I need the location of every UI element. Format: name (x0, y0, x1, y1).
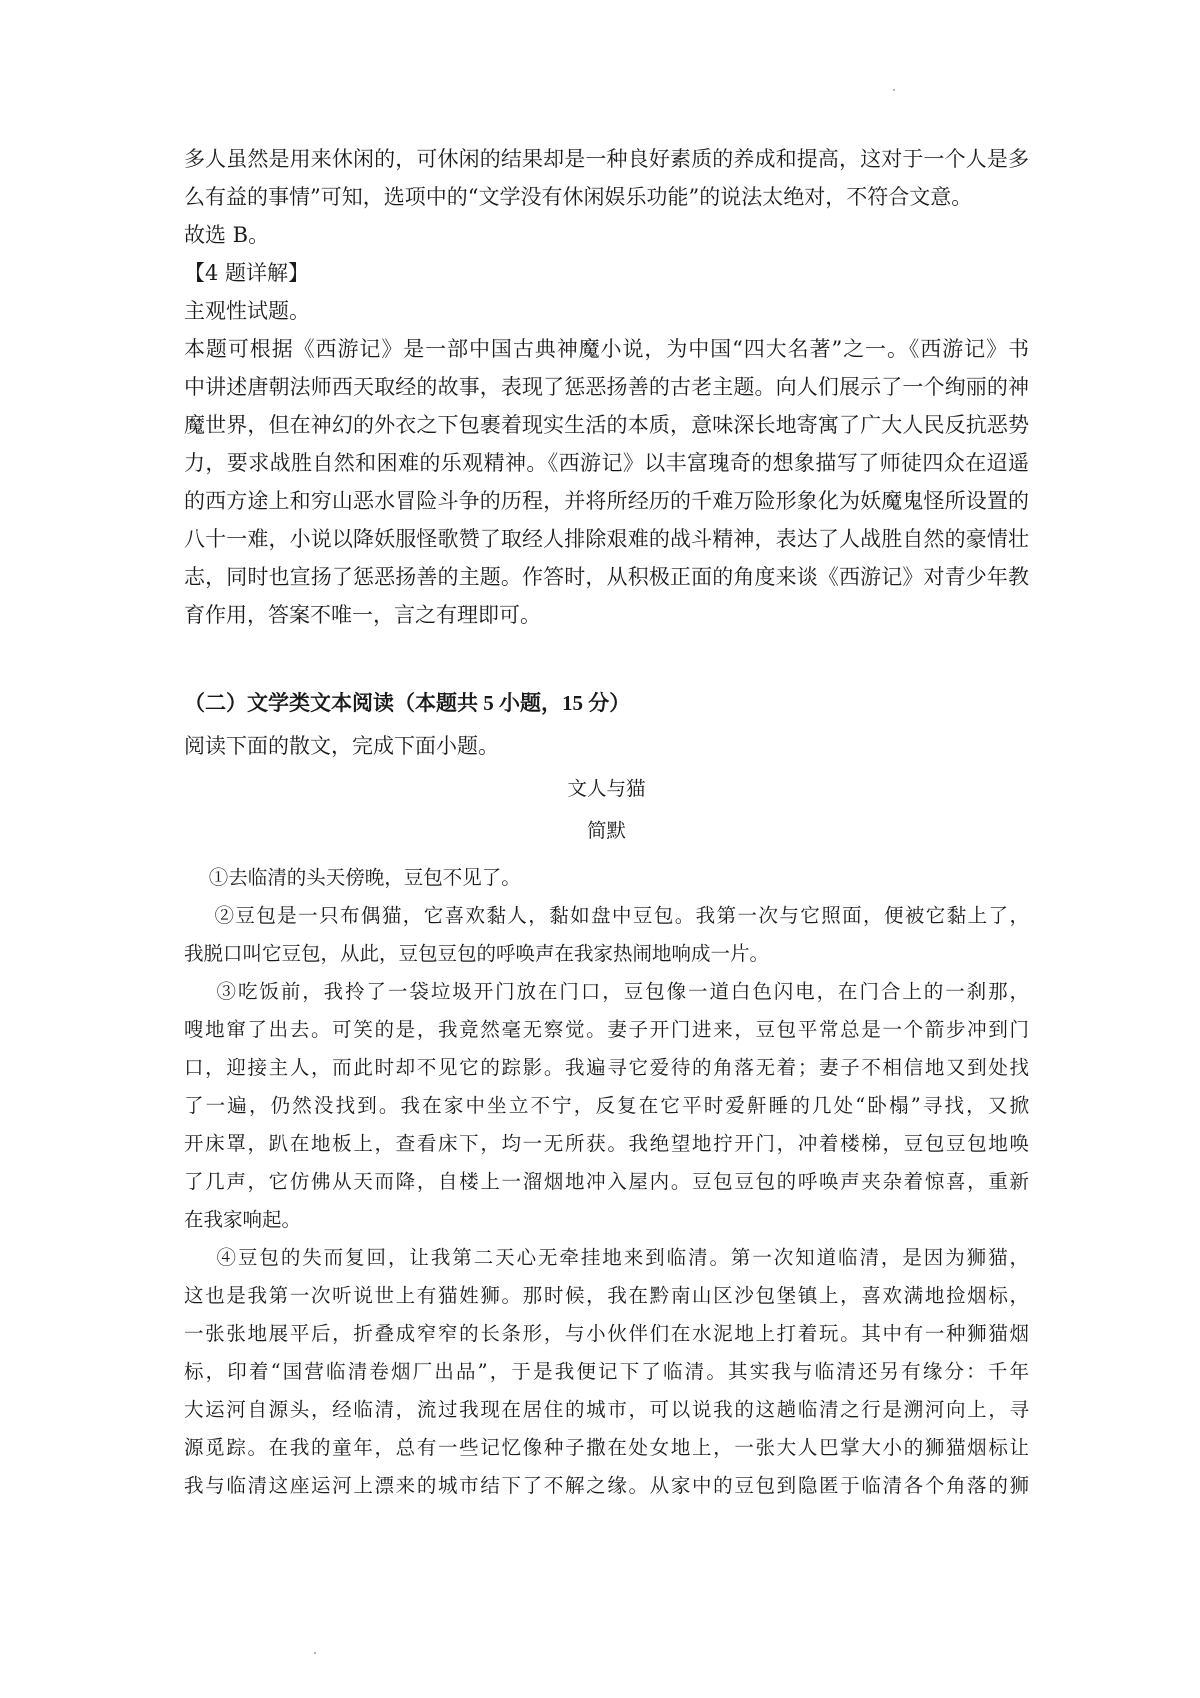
paragraph-line: 嗖地窜了出去。可笑的是，我竟然毫无察觉。妻子开门进来，豆包平常总是一个箭步冲到门 (184, 1018, 1029, 1041)
paragraph-line: 我与临清这座运河上漂来的城市结下了不解之缘。从家中的豆包到隐匿于临清各个角落的狮 (184, 1474, 1029, 1497)
answer-explanation (184, 140, 1029, 634)
paragraph-line: ④豆包的失而复回，让我第二天心无牵挂地来到临清。第一次知道临清，是因为狮猫， (184, 1246, 1029, 1269)
paragraph-line: 了一遍，仍然没找到。我在家中坐立不宁，反复在它平时爱鼾睡的几处“卧榻”寻找，又掀 (184, 1094, 1029, 1117)
text-line: 志，同时也宣扬了惩恶扬善的主题。作答时，从积极正面的角度来谈《西游记》对青少年教 (184, 565, 1029, 589)
paragraph-line: 开床罩，趴在地板上，查看床下，均一无所获。我绝望地拧开门，冲着楼梯，豆包豆包地唤 (184, 1132, 1029, 1155)
text-line: 主观性试题。 (184, 299, 310, 323)
text-line: 的西方途上和穷山恶水冒险斗争的历程，并将所经历的千难万险形象化为妖魔鬼怪所设置的 (184, 489, 1029, 513)
question-heading: 【4 题详解】 (184, 261, 310, 285)
paragraph-line: 一张张地展平后，折叠成窄窄的长条形，与小伙伴们在水泥地上打着玩。其中有一种狮猫烟 (184, 1322, 1029, 1345)
paragraph-line: ①去临清的头天傍晚，豆包不见了。 (184, 866, 521, 889)
paragraph-line: 了几声，它仿佛从天而降，自楼上一溜烟地冲入屋内。豆包豆包的呼唤声夹杂着惊喜，重新 (184, 1170, 1029, 1193)
text-line: 么有益的事情”可知，选项中的“文学没有休闲娱乐功能”的说法太绝对，不符合文意。 (184, 185, 973, 209)
section-heading: （二）文学类文本阅读（本题共 5 小题，15 分） (184, 691, 631, 715)
text-line: 本题可根据《西游记》是一部中国古典神魔小说，为中国“四大名著”之一。《西游记》书 (184, 337, 1029, 361)
essay-author: 简默 (586, 819, 626, 842)
scan-speck (893, 89, 895, 91)
paragraph-line: 口，迎接主人，而此时却不见它的踪影。我遍寻它爱待的角落无着；妻子不相信地又到处找 (184, 1056, 1029, 1079)
reading-instruction: 阅读下面的散文，完成下面小题。 (184, 734, 499, 758)
text-line: 八十一难，小说以降妖服怪歌赞了取经人排除艰难的战斗精神，表达了人战胜自然的豪情壮 (184, 527, 1029, 551)
text-line: 力，要求战胜自然和困难的乐观精神。《西游记》以丰富瑰奇的想象描写了师徒四众在迢遥 (184, 451, 1029, 475)
paragraph-line: ②豆包是一只布偶猫，它喜欢黏人，黏如盘中豆包。我第一次与它照面，便被它黏上了， (184, 904, 1029, 927)
text-line: 多人虽然是用来休闲的，可休闲的结果却是一种良好素质的养成和提高，这对于一个人是多 (184, 147, 1029, 171)
paragraph-line: 我脱口叫它豆包，从此，豆包豆包的呼唤声在我家热闹地响成一片。 (184, 942, 770, 965)
text-line: 育作用，答案不唯一，言之有理即可。 (184, 603, 541, 627)
paragraph-line: 大运河自源头，经临清，流过我现在居住的城市，可以说我的这趟临清之行是溯河向上，寻 (184, 1398, 1029, 1421)
paragraph-line: 在我家响起。 (184, 1208, 302, 1231)
paragraph-line: 标，印着“国营临清卷烟厂出品”，于是我便记下了临清。其实我与临清还另有缘分：千年 (184, 1360, 1029, 1383)
text-line: 中讲述唐朝法师西天取经的故事，表现了惩恶扬善的古老主题。向人们展示了一个绚丽的神 (184, 375, 1029, 399)
paragraph-line: 这也是我第一次听说世上有猫姓狮。那时候，我在黔南山区沙包堡镇上，喜欢满地捡烟标， (184, 1284, 1029, 1307)
essay-body (184, 859, 1029, 1505)
text-line: 故选 B。 (184, 223, 270, 247)
scan-speck (314, 1652, 316, 1654)
paragraph-line: ③吃饭前，我拎了一袋垃圾开门放在门口，豆包像一道白色闪电，在门合上的一刹那， (184, 980, 1029, 1003)
essay-title: 文人与猫 (567, 777, 646, 800)
paragraph-line: 源觅踪。在我的童年，总有一些记忆像种子撒在处女地上，一张大人巴掌大小的狮猫烟标让 (184, 1436, 1029, 1459)
text-line: 魔世界，但在神幻的外衣之下包裹着现实生活的本质，意味深长地寄寓了广大人民反抗恶势 (184, 413, 1029, 437)
